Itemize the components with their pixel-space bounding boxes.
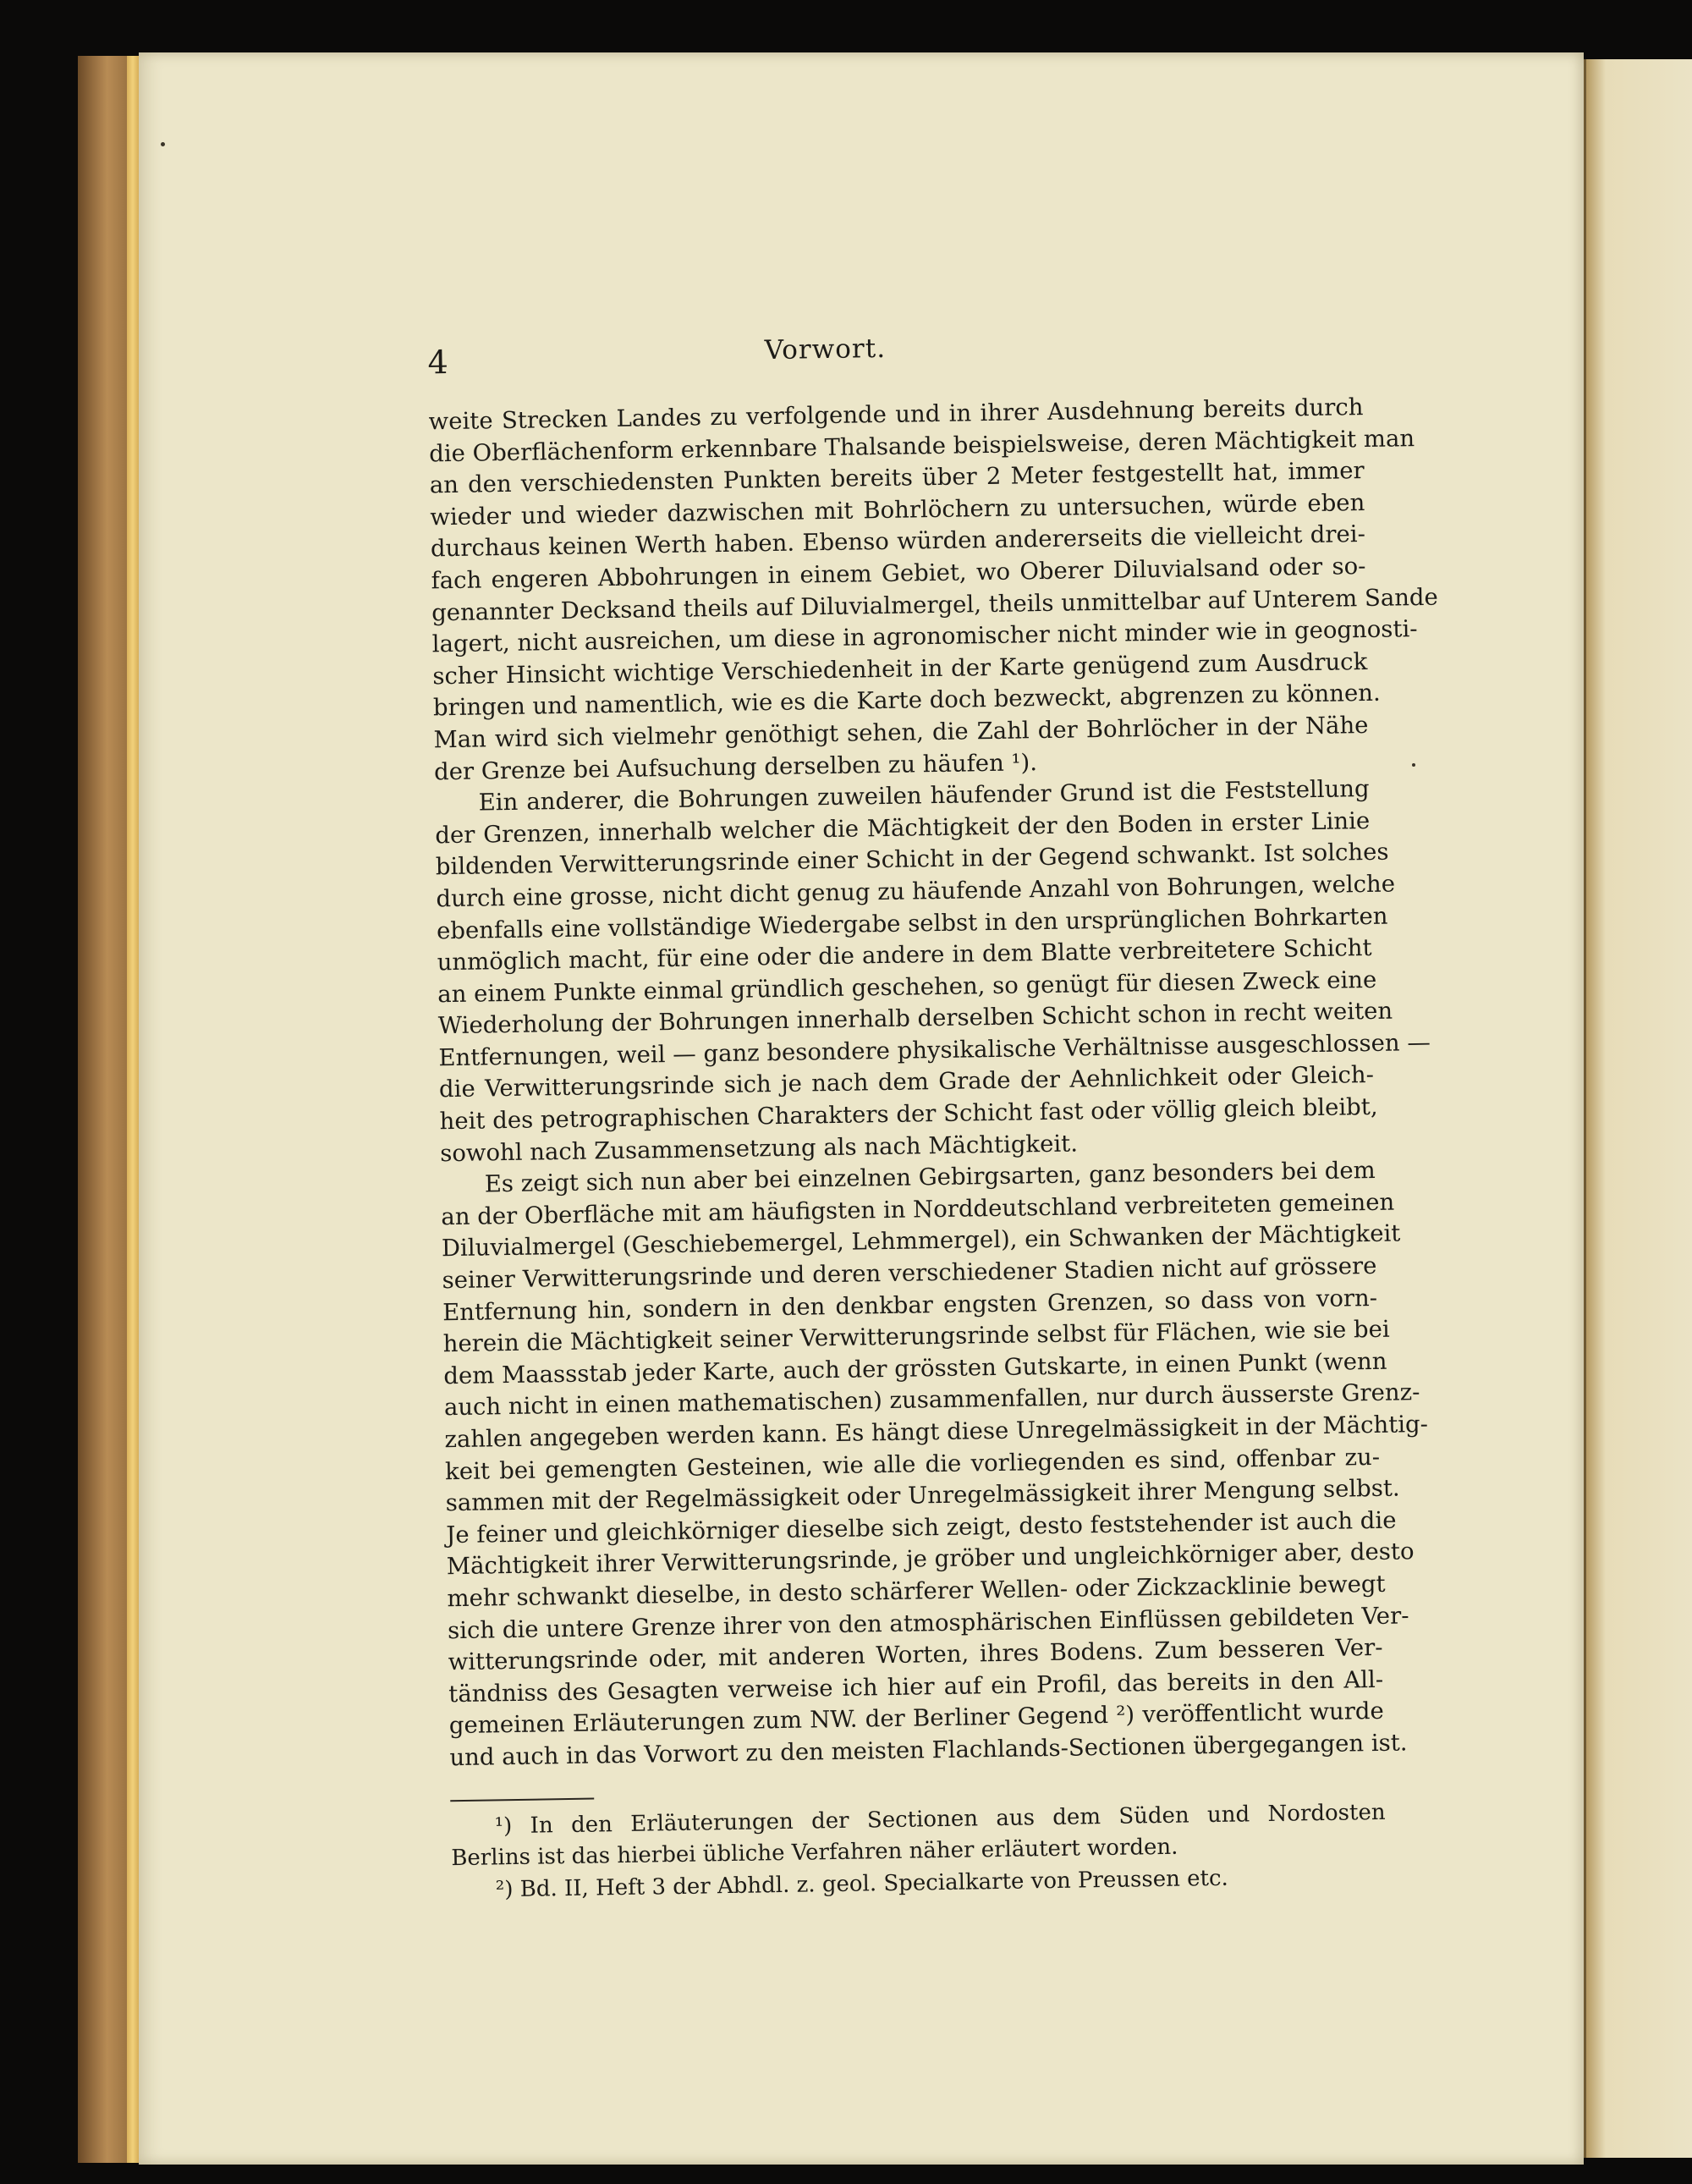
text-line: unmöglich macht, für eine oder die andere in dem Blatte verbreitetere Schicht <box>437 934 1372 976</box>
text-line: Diluvialmergel (Geschiebemergel, Lehmmergel), ein Schwanken der Mächtigkeit <box>441 1219 1401 1263</box>
adjacent-page-edge <box>1584 59 1692 2158</box>
paper-speck <box>1412 763 1415 767</box>
footnote-divider <box>450 1797 594 1802</box>
text-line: Je feiner und gleichkörniger dieselbe sich zeigt, desto feststehender ist auch die <box>446 1506 1397 1549</box>
text-line: bringen und namentlich, wie es die Karte doch bezweckt, abgrenzen zu können. <box>432 679 1381 722</box>
text-line: der Grenze bei Aufsuchung derselben zu häufen ¹). <box>433 748 1038 785</box>
footnote-line: Berlins ist das hierbei übliche Verfahren näher erläutert worden. <box>451 1834 1178 1872</box>
text-line: durchaus keinen Werth haben. Ebenso würden andererseits die vielleicht drei- <box>430 520 1366 563</box>
text-line: weite Strecken Landes zu verfolgende und in ihrer Ausdehnung bereits durch <box>428 393 1364 436</box>
text-line: sowohl nach Zusammensetzung als nach Mächtigkeit. <box>439 1130 1079 1167</box>
text-line: der Grenzen, innerhalb welcher die Mächtigkeit der den Boden in erster Linie <box>435 806 1371 850</box>
book-spine <box>78 56 129 2163</box>
text-line: genannter Decksand theils auf Diluvialmergel, theils unmittelbar auf Unterem Sande <box>431 583 1439 626</box>
text-line: auch nicht in einen mathematischen) zusammenfallen, nur durch äusserste Grenz- <box>443 1378 1420 1422</box>
text-line: bildenden Verwitterungsrinde einer Schicht in der Gegend schwankt. Ist solches <box>435 838 1389 881</box>
text-line: an den verschiedensten Punkten bereits über 2 Meter festgestellt hat, immer <box>429 457 1365 499</box>
gilt-page-edge <box>127 56 139 2163</box>
running-title: Vorwort. <box>764 333 887 366</box>
text-line: an einem Punkte einmal gründlich geschehen, so genügt für diesen Zweck eine <box>437 965 1377 1008</box>
text-line: scher Hinsicht wichtige Verschiedenheit in der Karte genügend zum Ausdruck <box>432 647 1368 690</box>
text-line: Ein anderer, die Bohrungen zuweilen häufender Grund ist die Feststellung <box>478 775 1370 817</box>
text-line: witterungsrinde oder, mit anderen Worten, ihres Bodens. Zum besseren Ver- <box>448 1634 1383 1676</box>
text-line: ebenfalls eine vollständige Wiedergabe selbst in den ursprünglichen Bohrkarten <box>436 902 1388 944</box>
text-line: tändniss des Gesagten verweise ich hier auf ein Profil, das bereits in den All- <box>448 1665 1384 1708</box>
footnotes <box>450 1798 1387 1908</box>
text-line: die Verwitterungsrinde sich je nach dem Grade der Aehnlichkeit oder Gleich- <box>438 1061 1375 1103</box>
text-line: lagert, nicht ausreichen, um diese in agronomischer nicht minder wie in geognosti- <box>431 615 1418 658</box>
page-content <box>288 317 1439 1911</box>
text-line: Es zeigt sich nun aber bei einzelnen Gebirgsarten, ganz besonders bei dem <box>484 1157 1376 1198</box>
text-line: mehr schwankt dieselbe, in desto schärferer Wellen- oder Zickzacklinie bewegt <box>447 1570 1386 1613</box>
text-line: Mächtigkeit ihrer Verwitterungsrinde, je gröber und ungleichkörniger aber, desto <box>446 1538 1415 1581</box>
text-line: heit des petrographischen Charakters der Schicht fast oder völlig gleich bleibt, <box>439 1092 1378 1136</box>
text-line: sich die untere Grenze ihrer von den atmosphärischen Einflüssen gebildeten Ver- <box>447 1601 1409 1644</box>
text-line: zahlen angegeben werden kann. Es hängt diese Unregelmässigkeit in der Mächtig- <box>444 1410 1429 1454</box>
footnote-line: ¹) In den Erläuterungen der Sectionen aus dem Süden und Nordosten <box>494 1799 1386 1839</box>
text-line: herein die Mächtigkeit seiner Verwitterungsrinde selbst für Flächen, wie sie bei <box>442 1315 1390 1358</box>
text-line: Entfernungen, weil — ganz besondere physikalische Verhältnisse ausgeschlossen — <box>438 1028 1431 1072</box>
text-line: und auch in das Vorwort zu den meisten Flachlands-Sectionen übergegangen ist. <box>449 1729 1408 1772</box>
text-line: wieder und wieder dazwischen mit Bohrlöchern zu untersuchen, würde eben <box>430 488 1365 531</box>
text-line: keit bei gemengten Gesteinen, wie alle die vorliegenden es sind, offenbar zu- <box>444 1443 1381 1485</box>
text-line: Man wird sich vielmehr genöthigt sehen, die Zahl der Bohrlöcher in der Nähe <box>433 711 1369 754</box>
body-text <box>428 392 1439 1774</box>
text-line: Wiederholung der Bohrungen innerhalb derselben Schicht schon in recht weiten <box>437 997 1393 1040</box>
text-line: die Oberflächenform erkennbare Thalsande beispielsweise, deren Mächtigkeit man <box>428 424 1415 467</box>
text-line: sammen mit der Regelmässigkeit oder Unregelmässigkeit ihrer Mengung selbst. <box>445 1474 1400 1517</box>
text-line: dem Maassstab jeder Karte, auch der grössten Gutskarte, in einen Punkt (wenn <box>443 1347 1387 1390</box>
text-line: an der Oberfläche mit am häufigsten in Norddeutschland verbreiteten gemeinen <box>441 1188 1395 1231</box>
footnote-line: ²) Bd. II, Heft 3 der Abhdl. z. geol. Specialkarte von Preussen etc. <box>495 1865 1229 1903</box>
text-line: fach engeren Abbohrungen in einem Gebiet, wo Oberer Diluvialsand oder so- <box>431 552 1366 595</box>
text-line: gemeinen Erläuterungen zum NW. der Berliner Gegend ²) veröffentlicht wurde <box>448 1697 1384 1740</box>
paper-speck <box>161 142 165 146</box>
text-line: durch eine grosse, nicht dicht genug zu häufende Anzahl von Bohrungen, welche <box>436 870 1396 913</box>
page-number: 4 <box>427 344 449 382</box>
text-line: Entfernung hin, sondern in den denkbar engsten Grenzen, so dass von vorn- <box>442 1284 1378 1326</box>
text-line: seiner Verwitterungsrinde und deren verschiedener Stadien nicht auf grössere <box>442 1252 1377 1295</box>
